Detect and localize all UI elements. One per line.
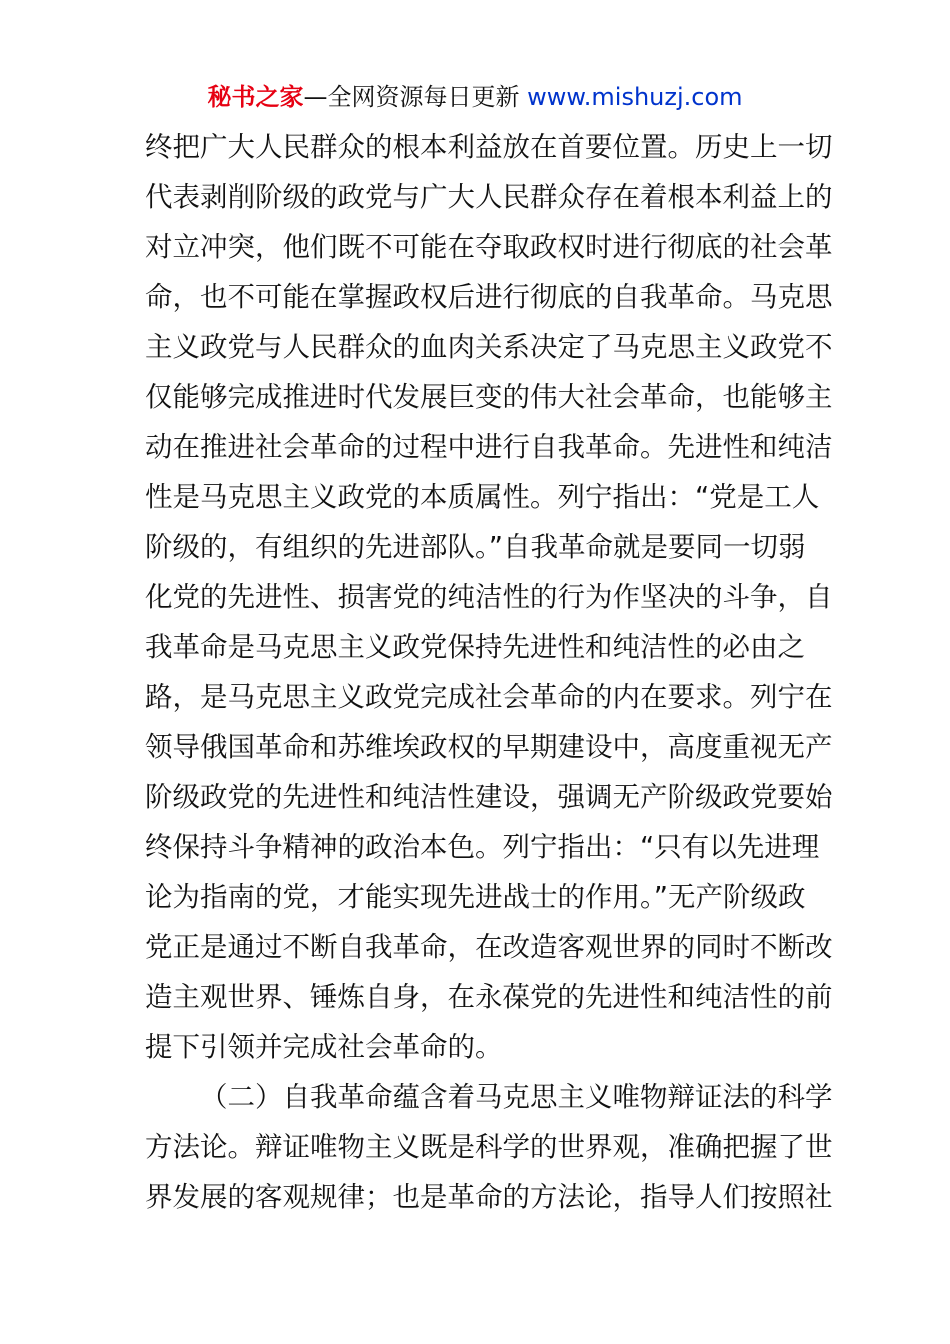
section-heading-line: （二）自我革命蕴含着马克思主义唯物辩证法的科学	[200, 1081, 833, 1113]
site-tagline: —全网资源每日更新	[303, 83, 520, 111]
site-brand: 秘书之家	[207, 83, 304, 111]
text-line: 仅能够完成推进时代发展巨变的伟大社会革命，也能够主	[145, 381, 833, 413]
text-line: 领导俄国革命和苏维埃政权的早期建设中，高度重视无产	[145, 731, 833, 763]
text-line: 主义政党与人民群众的血肉关系决定了马克思主义政党不	[145, 331, 833, 363]
text-line: 动在推进社会革命的过程中进行自我革命。先进性和纯洁	[145, 431, 833, 463]
text-line: 阶级的，有组织的先进部队。”自我革命就是要同一切弱	[145, 531, 806, 563]
text-line: 路，是马克思主义政党完成社会革命的内在要求。列宁在	[145, 681, 833, 713]
text-line: 终保持斗争精神的政治本色。列宁指出：“只有以先进理	[145, 831, 820, 863]
text-line: 对立冲突，他们既不可能在夺取政权时进行彻底的社会革	[145, 231, 833, 263]
text-line: 命，也不可能在掌握政权后进行彻底的自我革命。马克思	[145, 281, 833, 313]
text-line: 方法论。辩证唯物主义既是科学的世界观，准确把握了世	[145, 1131, 833, 1163]
text-line: 提下引领并完成社会革命的。	[145, 1031, 503, 1063]
text-line: 界发展的客观规律；也是革命的方法论，指导人们按照社	[145, 1181, 833, 1213]
site-header	[0, 80, 950, 114]
text-line: 我革命是马克思主义政党保持先进性和纯洁性的必由之	[145, 631, 805, 663]
text-line: 性是马克思主义政党的本质属性。列宁指出：“党是工人	[145, 481, 820, 513]
site-url-link[interactable]: www.mishuzj.com	[527, 83, 743, 111]
text-line: 终把广大人民群众的根本利益放在首要位置。历史上一切	[145, 131, 833, 163]
text-line: 阶级政党的先进性和纯洁性建设，强调无产阶级政党要始	[145, 781, 833, 813]
text-line: 论为指南的党，才能实现先进战士的作用。”无产阶级政	[145, 881, 806, 913]
text-line: 代表剥削阶级的政党与广大人民群众存在着根本利益上的	[145, 181, 833, 213]
text-line: 党正是通过不断自我革命，在改造客观世界的同时不断改	[145, 931, 833, 963]
text-line: 造主观世界、锤炼自身，在永葆党的先进性和纯洁性的前	[145, 981, 833, 1013]
text-line: 化党的先进性、损害党的纯洁性的行为作坚决的斗争，自	[145, 581, 833, 613]
